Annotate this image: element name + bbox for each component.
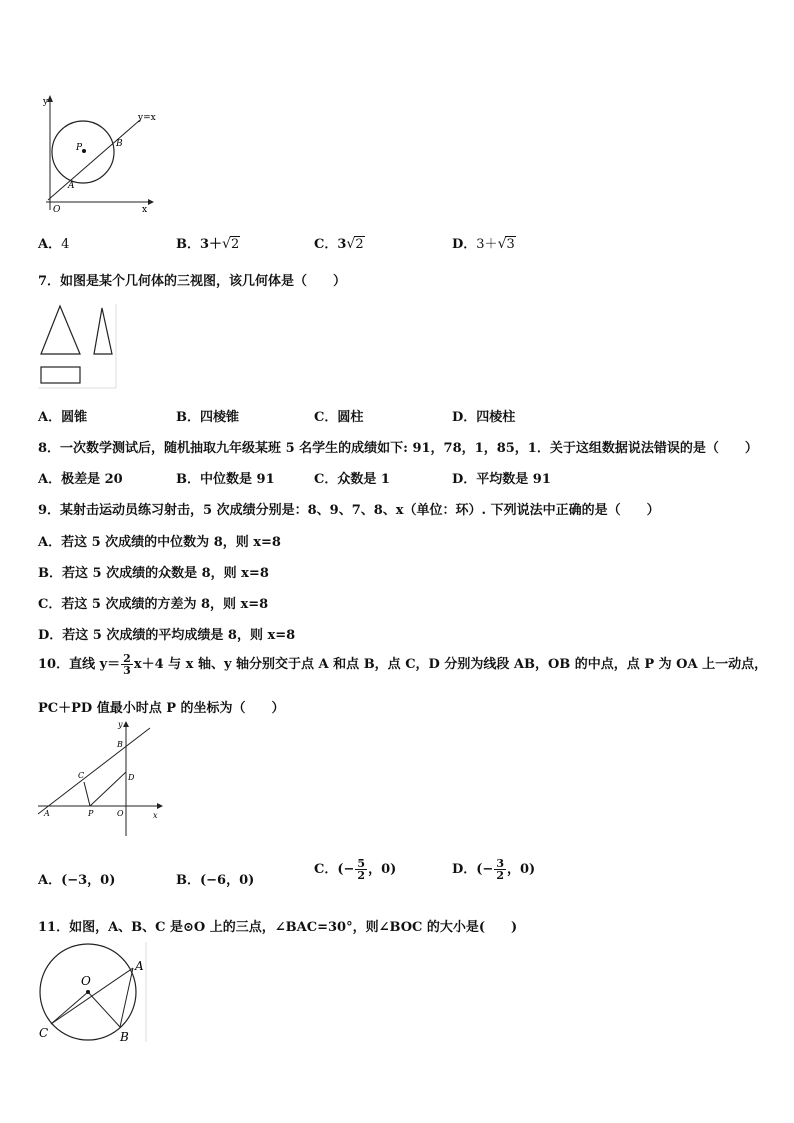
q6-label-A: A bbox=[68, 181, 75, 191]
q9-option-a[interactable]: A．若这 5 次成绩的中位数为 8，则 x=8 bbox=[38, 535, 281, 550]
q11-label-O: O bbox=[81, 974, 91, 988]
option-letter: B． bbox=[176, 237, 200, 252]
option-letter: D． bbox=[452, 237, 477, 252]
q8-option-d[interactable]: D．平均数是 91 bbox=[452, 472, 551, 487]
q6-option-b[interactable] bbox=[176, 233, 240, 252]
q10-label-y: y bbox=[118, 720, 123, 729]
q6-label-B: B bbox=[116, 139, 123, 149]
q11-label-B: B bbox=[120, 1030, 129, 1044]
radical-sign: √ bbox=[346, 236, 356, 252]
q10-option-a[interactable]: A．(−3，0) bbox=[38, 873, 116, 888]
option-letter: A． bbox=[38, 237, 62, 252]
q9-option-d[interactable]: D．若这 5 次成绩的平均成绩是 8，则 x=8 bbox=[38, 628, 296, 643]
q7-option-c[interactable]: C．圆柱 bbox=[314, 410, 364, 425]
q8-stem: 8．一次数学测试后，随机抽取九年级某班 5 名学生的成绩如下: 91，78，1，85，1．关于这组数据说法错误的是（ ） bbox=[38, 441, 758, 456]
fraction: $\frac{3}{2}$ bbox=[496, 857, 504, 882]
q9-option-b[interactable]: B．若这 5 次成绩的众数是 8，则 x=8 bbox=[38, 566, 269, 581]
option-prefix: 3＋ bbox=[200, 237, 223, 252]
q11-circle-figure bbox=[34, 942, 150, 1044]
radicand: 2 bbox=[230, 237, 240, 252]
q8-option-b[interactable]: B．中位数是 91 bbox=[176, 472, 275, 487]
q6-option-a[interactable] bbox=[38, 233, 69, 252]
q6-label-y: y bbox=[43, 97, 49, 107]
q8-option-c[interactable]: C．众数是 1 bbox=[314, 472, 390, 487]
q11-label-C: C bbox=[39, 1026, 49, 1040]
q11-label-A: A bbox=[135, 959, 144, 973]
q6-label-x: x bbox=[142, 205, 148, 214]
q10-label-C: C bbox=[78, 771, 85, 780]
q7-stem: 7．如图是某个几何体的三视图，该几何体是（ ） bbox=[38, 274, 347, 289]
option-text: 4 bbox=[61, 237, 70, 252]
q6-option-c[interactable] bbox=[314, 233, 365, 252]
q8-option-a[interactable]: A．极差是 20 bbox=[38, 472, 123, 487]
q6-option-d[interactable] bbox=[452, 233, 516, 252]
q6-circle-figure bbox=[36, 92, 156, 214]
q10-label-D: D bbox=[128, 773, 135, 782]
q6-label-P: P bbox=[76, 143, 83, 153]
q10-stem-line2: PC＋PD 值最小时点 P 的坐标为（ ） bbox=[38, 701, 285, 716]
q10-label-x: x bbox=[153, 811, 158, 820]
q11-stem: 11．如图，A、B、C 是⊙O 上的三点，∠BAC=30°，则∠BOC 的大小是( ) bbox=[38, 920, 518, 935]
q7-option-d[interactable]: D．四棱柱 bbox=[452, 410, 516, 425]
radical-sign: √ bbox=[222, 236, 231, 252]
radicand: 2 bbox=[355, 237, 364, 252]
q10-stem: 10．直线 y＝ $\frac{2}{3}$ x＋4 与 x 轴、y 轴分别交于点 A 和点 B，点 C，D 分别为线段 AB，OB 的中点，点 P 为 OA 上一动点， bbox=[38, 652, 768, 677]
q10-option-c[interactable]: C．(− $\frac{5}{2}$ ，0) bbox=[314, 857, 397, 882]
fraction: $\frac{2}{3}$ bbox=[123, 652, 131, 677]
q10-option-b[interactable]: B．(−6，0) bbox=[176, 873, 255, 888]
q7-option-a[interactable]: A．圆锥 bbox=[38, 410, 88, 425]
option-prefix: 3＋ bbox=[476, 237, 498, 252]
q10-label-P: P bbox=[88, 809, 94, 818]
option-prefix: 3 bbox=[337, 237, 347, 252]
radical-sign: √ bbox=[497, 236, 507, 252]
option-letter: C． bbox=[314, 237, 338, 252]
q9-option-c[interactable]: C．若这 5 次成绩的方差为 8，则 x=8 bbox=[38, 597, 269, 612]
q9-stem: 9．某射击运动员练习射击，5 次成绩分别是：8、9、7、8、x（单位：环）. 下列说法中正确的是（ ） bbox=[38, 503, 660, 518]
q10-label-O: O bbox=[117, 809, 124, 818]
q10-label-B: B bbox=[117, 740, 123, 749]
q10-line-figure bbox=[36, 718, 166, 842]
q10-option-d[interactable]: D．(− $\frac{3}{2}$ ，0) bbox=[452, 857, 536, 882]
q6-label-line: y=x bbox=[138, 113, 156, 123]
q7-option-b[interactable]: B．四棱锥 bbox=[176, 410, 240, 425]
radicand: 3 bbox=[506, 237, 515, 252]
q6-label-O: O bbox=[53, 205, 61, 214]
fraction: $\frac{5}{2}$ bbox=[357, 857, 366, 882]
q10-label-A: A bbox=[44, 809, 50, 818]
q7-three-view-figure bbox=[38, 302, 118, 390]
